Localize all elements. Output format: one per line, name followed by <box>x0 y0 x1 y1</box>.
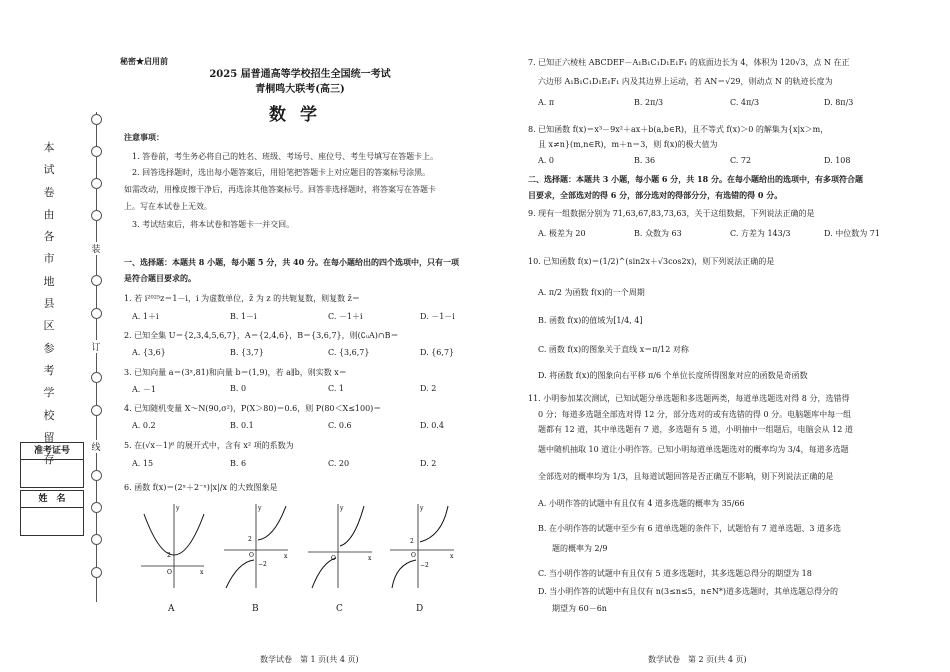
exam-id-label: 准考证号 <box>21 443 83 460</box>
binding-hole <box>91 178 102 189</box>
q3-stem: 3. 已知向量 a＝(3ˣ,81)和向量 b＝(1,9)，若 a∥b，则实数 x＝ <box>124 368 347 377</box>
q1-option-c[interactable]: C. －1＋i <box>328 312 363 321</box>
section1-heading-cont: 是符合题目要求的。 <box>124 273 196 283</box>
subject-title: 数学 <box>269 105 331 125</box>
value-label: −2 <box>420 562 429 569</box>
q5-option-b[interactable]: B. 6 <box>230 459 247 468</box>
q11-option-b[interactable]: B. 在小明作答的试题中至少有 6 道单选题的条件下，试题恰有 7 道单选题、3 道多选 <box>538 524 841 533</box>
binding-mark-zhuang: 装 <box>89 242 103 255</box>
binding-mark-ding: 订 <box>89 340 103 353</box>
name-label: 姓 名 <box>21 491 83 508</box>
q5-option-c[interactable]: C. 20 <box>328 459 350 468</box>
binding-hole <box>91 470 102 481</box>
q9-stem: 9. 现有一组数据分别为 71,63,67,83,73,63，关于这组数据，下列说法正确的是 <box>528 209 815 218</box>
page-footer-2: 数学试卷 第 2 页(共 4 页) <box>648 655 747 664</box>
q1-stem: 1. 若 i²⁰²⁵z＝1－i，i 为虚数单位，z̄ 为 z 的共轭复数，则复数 z̄＝ <box>124 294 360 303</box>
q11-option-a[interactable]: A. 小明作答的试题中有且仅有 4 道多选题的概率为 35/66 <box>538 499 745 508</box>
note-line: 1. 答卷前，考生务必将自己的姓名、班级、考场号、座位号、考生号填写在答题卡上。 <box>132 152 439 161</box>
q2-option-c[interactable]: C. {3,6,7} <box>328 348 370 357</box>
q3-option-a[interactable]: A. －1 <box>132 385 156 394</box>
strip-char: 考 <box>43 363 55 377</box>
q5-stem: 5. 在(√x－1)⁶ 的展开式中，含有 x² 项的系数为 <box>124 441 294 450</box>
q6-graph-d[interactable] <box>386 500 456 590</box>
curve-right <box>340 506 364 546</box>
note-line: 3. 考试结束后，将本试卷和答题卡一并交回。 <box>132 220 295 229</box>
axis-x-label: x <box>368 555 372 562</box>
exam-title: 2025 届普通高等学校招生全国统一考试 <box>209 69 391 80</box>
axis-x-label: x <box>200 569 204 576</box>
q9-option-b[interactable]: B. 众数为 63 <box>634 229 682 238</box>
q7-option-d[interactable]: D. 8π/3 <box>824 98 854 107</box>
q6-graph-c[interactable] <box>304 500 374 590</box>
q2-option-b[interactable]: B. {3,7} <box>230 348 264 357</box>
q1-option-b[interactable]: B. 1－i <box>230 312 257 321</box>
q11-option-c[interactable]: C. 当小明作答的试题中有且仅有 5 道多选题时，其多选题总得分的期望为 18 <box>538 569 812 578</box>
q8-stem: 8. 已知函数 f(x)＝x³－9x²＋ax＋b(a,b∈R)，且不等式 f(x)＞0 的解集为{x|x＞m， <box>528 125 829 134</box>
q11-stem-cont: 0 分；每道多选题全部选对得 12 分，部分选对的或有选错的得 0 分。电脑题库中每一组 <box>538 410 852 419</box>
q6-option-a[interactable]: A <box>168 604 175 614</box>
q2-option-a[interactable]: A. {3,6} <box>132 348 166 357</box>
strip-char: 存 <box>43 453 55 467</box>
binding-hole <box>91 372 102 383</box>
q10-stem: 10. 已知函数 f(x)＝(1/2)^(sin2x＋√3cos2x)，则下列说法正确的是 <box>528 257 775 266</box>
curve-left <box>312 558 336 588</box>
origin-label: O <box>411 552 416 559</box>
origin-label: O <box>167 569 172 576</box>
q11-option-b-cont: 题的概率为 2/9 <box>552 544 608 553</box>
q6-option-d[interactable]: D <box>416 604 424 614</box>
curve-right <box>420 506 448 542</box>
q9-option-c[interactable]: C. 方差为 143/3 <box>730 229 791 238</box>
q8-stem-cont: 且 x≠n}(m,n∈R)，m＋n＝3，则 f(x)的极大值为 <box>538 140 718 149</box>
curve-left <box>392 560 416 588</box>
q3-option-d[interactable]: D. 2 <box>420 384 437 393</box>
q9-option-a[interactable]: A. 极差为 20 <box>538 229 586 238</box>
q7-stem-cont: 六边形 A₁B₁C₁D₁E₁F₁ 内及其边界上运动，若 AN＝√29，则动点 N 的轨迹长度为 <box>538 77 833 86</box>
q5-option-a[interactable]: A. 15 <box>132 459 154 468</box>
q10-option-a[interactable]: A. π/2 为函数 f(x)的一个周期 <box>538 288 645 297</box>
strip-char: 卷 <box>43 185 55 199</box>
q1-option-d[interactable]: D. －1－i <box>420 312 455 321</box>
q5-option-d[interactable]: D. 2 <box>420 459 437 468</box>
binding-strip <box>0 0 101 672</box>
strip-char: 县 <box>43 297 55 311</box>
strip-char: 参 <box>43 341 55 355</box>
section2-heading-cont: 目要求，全部选对的得 6 分，部分选对的得部分分，有选错的得 0 分。 <box>528 190 783 200</box>
q4-option-b[interactable]: B. 0.1 <box>230 421 254 430</box>
q3-option-c[interactable]: C. 1 <box>328 384 345 393</box>
notes-heading: 注意事项： <box>124 132 164 142</box>
axis-y-label: y <box>340 505 344 512</box>
q4-option-d[interactable]: D. 0.4 <box>420 421 444 430</box>
exam-subtitle: 青桐鸣大联考(高三) <box>255 84 345 95</box>
strip-char: 学 <box>43 386 55 400</box>
q6-option-c[interactable]: C <box>336 604 343 614</box>
strip-char: 市 <box>43 252 55 266</box>
name-box[interactable] <box>20 490 84 536</box>
q4-option-a[interactable]: A. 0.2 <box>132 421 156 430</box>
note-line: 上。写在本试卷上无效。 <box>124 202 212 211</box>
strip-char: 地 <box>43 274 55 288</box>
q2-option-d[interactable]: D. {6,7} <box>420 348 455 357</box>
binding-hole <box>91 534 102 545</box>
axis-y-label: y <box>258 505 262 512</box>
origin-label: O <box>249 552 254 559</box>
binding-hole <box>91 210 102 221</box>
q7-stem: 7. 已知正六棱柱 ABCDEF－A₁B₁C₁D₁E₁F₁ 的底面边长为 4，体积为 120√3，点 N 在正 <box>528 58 850 67</box>
q4-stem: 4. 已知随机变量 X～N(90,σ²)，P(X＞80)＝0.6，则 P(80＜X≤100)＝ <box>124 404 382 413</box>
q8-option-d[interactable]: D. 108 <box>824 156 851 165</box>
retention-note <box>40 137 58 471</box>
q11-stem-cont: 题中随机抽取 10 道让小明作答。已知小明每道单选题选对的概率均为 3/4，每道多选题 <box>538 445 849 454</box>
q11-option-d[interactable]: D. 当小明作答的试题中有且仅有 n(3≤n≤5，n∈N*)道多选题时，其单选题总得分的 <box>538 587 838 596</box>
strip-char: 各 <box>43 230 55 244</box>
q10-option-c[interactable]: C. 函数 f(x)的图象关于直线 x＝π/12 对称 <box>538 345 689 354</box>
q8-option-c[interactable]: C. 72 <box>730 156 752 165</box>
q6-stem: 6. 函数 f(x)＝(2ˣ＋2⁻ˣ)|x|/x 的大致图象是 <box>124 483 278 492</box>
q10-option-d[interactable]: D. 将函数 f(x)的图象向右平移 π/6 个单位长度所得图象对应的函数是奇函数 <box>538 371 808 380</box>
q3-option-b[interactable]: B. 0 <box>230 384 247 393</box>
q11-option-d-cont: 期望为 60－6n <box>552 604 607 613</box>
note-line: 如需改动，用橡皮擦干净后，再选涂其他答案标号。回答非选择题时，将答案写在答题卡 <box>124 185 436 194</box>
page-footer-1: 数学试卷 第 1 页(共 4 页) <box>260 655 359 664</box>
strip-char: 校 <box>43 408 55 422</box>
q11-stem-cont: 全部选对的概率均为 1/3，且每道试题回答是否正确互不影响，则下列说法正确的是 <box>538 472 834 481</box>
q6-option-b[interactable]: B <box>252 604 259 614</box>
axis-x-label: x <box>450 553 454 560</box>
value-label: 2 <box>248 536 252 543</box>
q7-option-c[interactable]: C. 4π/3 <box>730 98 760 107</box>
binding-hole <box>91 146 102 157</box>
value-label: 2 <box>410 538 414 545</box>
q1-option-a[interactable]: A. 1＋i <box>132 312 159 321</box>
axis-y-label: y <box>176 505 180 512</box>
q9-option-d[interactable]: D. 中位数为 71 <box>824 229 880 238</box>
binding-hole <box>91 308 102 319</box>
q7-option-a[interactable]: A. π <box>538 98 555 107</box>
binding-hole <box>91 275 102 286</box>
strip-char: 由 <box>43 207 55 221</box>
secret-label: 秘密★启用前 <box>120 56 168 66</box>
strip-char: 试 <box>43 163 55 177</box>
q4-option-c[interactable]: C. 0.6 <box>328 421 352 430</box>
section1-heading: 一、选择题：本题共 8 小题，每小题 5 分，共 40 分。在每小题给出的四个选项中，只有一项 <box>124 257 459 267</box>
binding-mark-xian: 线 <box>89 440 103 453</box>
q6-graph-a[interactable] <box>136 500 206 590</box>
note-line: 2. 回答选择题时，选出每小题答案后，用铅笔把答题卡上对应题目的答案标号涂黑。 <box>132 168 431 177</box>
strip-char: 留 <box>43 430 55 444</box>
curve-right <box>258 506 286 540</box>
strip-char: 区 <box>43 319 55 333</box>
axis-y-label: y <box>420 505 424 512</box>
exam-id-box[interactable] <box>20 442 84 488</box>
q8-option-a[interactable]: A. 0 <box>538 156 554 165</box>
section2-heading: 二、选择题：本题共 3 小题，每小题 6 分，共 18 分。在每小题给出的选项中，有多项符合题 <box>528 174 863 184</box>
value-label: −2 <box>258 561 267 568</box>
q2-stem: 2. 已知全集 U＝{2,3,4,5,6,7}，A＝{2,4,6}，B＝{3,6,7}，则(∁ᵤA)∩B＝ <box>124 331 399 340</box>
q10-option-b[interactable]: B. 函数 f(x)的值域为[1/4, 4] <box>538 316 643 325</box>
axis-x-label: x <box>284 553 288 560</box>
q11-stem-cont: 题都有 12 道，其中单选题有 7 道，多选题有 5 道，小明抽中一组题后，电脑会从 12 道 <box>538 425 853 434</box>
q8-option-b[interactable]: B. 36 <box>634 156 656 165</box>
strip-char: 本 <box>43 141 55 154</box>
curve-left <box>226 560 254 588</box>
binding-hole <box>91 114 102 125</box>
q6-graph-b[interactable] <box>220 500 290 590</box>
binding-hole <box>91 567 102 578</box>
q11-stem: 11. 小明参加某次测试，已知试题分单选题和多选题两类，每道单选题选对得 8 分，选错得 <box>528 394 850 403</box>
origin-label: O <box>331 555 336 562</box>
binding-hole <box>91 405 102 416</box>
binding-hole <box>91 502 102 513</box>
value-label: 2 <box>167 552 171 559</box>
q7-option-b[interactable]: B. 2π/3 <box>634 98 664 107</box>
